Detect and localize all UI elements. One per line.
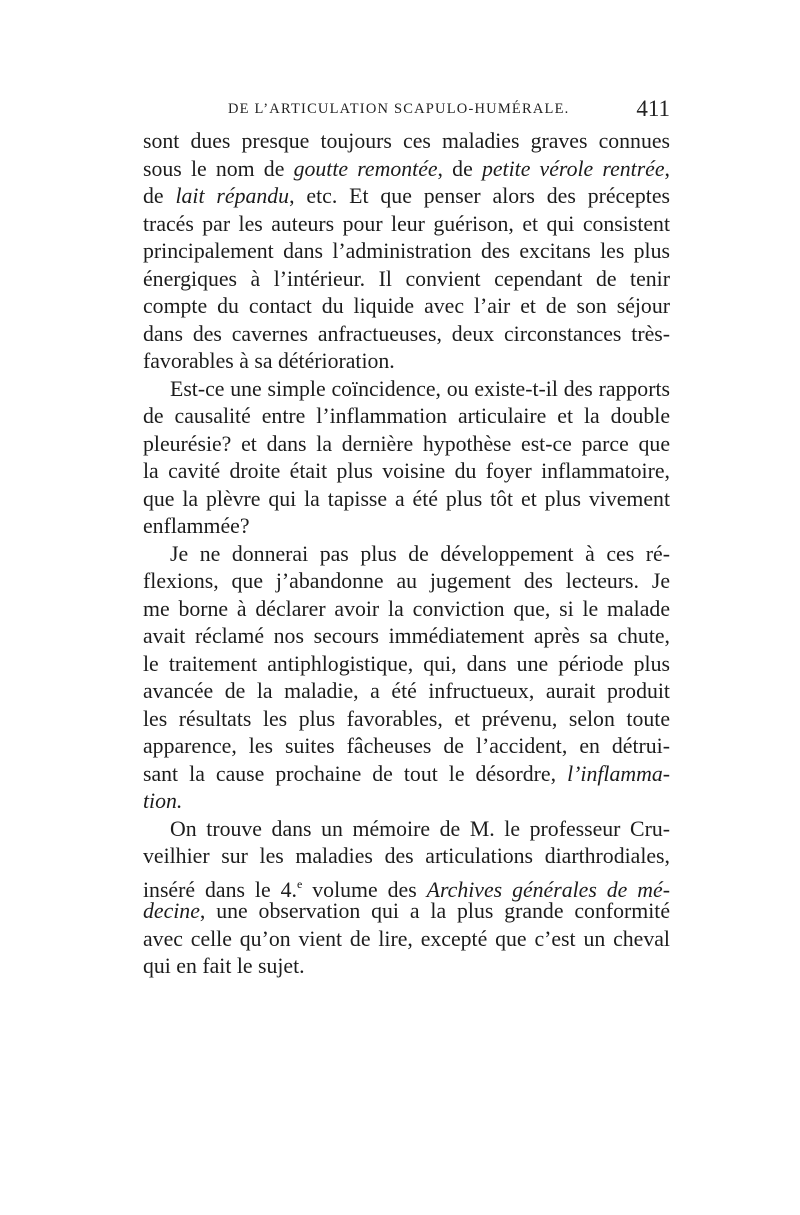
text-line <box>143 266 670 294</box>
text-line <box>143 541 670 569</box>
text-line <box>143 128 670 156</box>
line-text: tracés par les auteurs pour leur guérison, et qui consistent <box>143 211 670 236</box>
italic-text: tion. <box>143 789 183 813</box>
line-text: compte du contact du liquide avec l’air et de son séjour <box>143 294 670 318</box>
italic-text: l’inflamma- <box>567 761 670 786</box>
text-line <box>143 183 670 211</box>
text-line <box>143 403 670 431</box>
line-text: me borne à déclarer avoir la conviction que, si le malade <box>143 596 670 621</box>
text-line <box>143 431 670 459</box>
line-text: énergiques à l’intérieur. Il convient cependant de tenir <box>143 266 670 291</box>
text-line <box>143 926 670 954</box>
line-text: , etc. Et que penser alors des préceptes <box>289 184 670 208</box>
text-line <box>143 761 670 789</box>
line-text: On trouve dans un mémoire de M. le professeur Cru- <box>170 816 670 841</box>
line-text: flexions, que j’abandonne au jugement des lecteurs. Je <box>143 569 670 593</box>
text-line <box>143 513 670 541</box>
text-line <box>143 486 670 514</box>
line-text: avec celle qu’on vient de lire, excepté que c’est un cheval <box>143 926 670 951</box>
text-line <box>143 651 670 679</box>
text-line <box>143 623 670 651</box>
line-text: avait réclamé nos secours immédiatement après sa chute, <box>143 624 670 648</box>
line-text: qui en fait le sujet. <box>143 954 305 978</box>
italic-text: lait répandu <box>175 184 290 208</box>
text-line <box>143 376 670 404</box>
line-text: sont dues presque toujours ces maladies graves connues <box>143 129 670 153</box>
text-line <box>143 678 670 706</box>
text-line <box>143 816 670 844</box>
text-line <box>143 898 670 926</box>
running-head: DE L’ARTICULATION SCAPULO-HUMÉRALE. <box>228 101 570 117</box>
line-text: de causalité entre l’inflammation articulaire et la double <box>143 404 670 428</box>
line-text: , <box>664 156 670 181</box>
line-text: sant la cause prochaine de tout le désordre, <box>143 761 568 786</box>
text-line <box>143 788 670 816</box>
line-text: la cavité droite était plus voisine du foyer inflammatoire, <box>143 459 670 483</box>
line-text: veilhier sur les maladies des articulations diarthrodiales, <box>143 844 670 868</box>
line-text: de <box>143 184 176 208</box>
page-header <box>140 98 670 124</box>
line-text: volume des <box>302 877 427 902</box>
text-line <box>143 871 670 902</box>
text-line <box>143 568 670 596</box>
line-text: Est-ce une simple coïncidence, ou existe-t-il des rapports <box>170 376 670 401</box>
text-line <box>143 706 670 734</box>
line-text: enflammée? <box>143 514 250 538</box>
line-text: dans des cavernes anfractueuses, deux circonstances très- <box>143 321 670 346</box>
text-line <box>143 238 670 266</box>
body-text <box>143 128 670 981</box>
superscript-text: e <box>296 876 303 891</box>
italic-text: Archives générales de mé- <box>426 877 670 902</box>
line-text: Je ne donnerai pas plus de développement à ces ré- <box>170 541 670 566</box>
text-line <box>143 211 670 239</box>
page-number: 411 <box>636 96 670 121</box>
text-line <box>143 458 670 486</box>
line-text: pleurésie? et dans la dernière hypothèse est-ce parce que <box>143 431 670 456</box>
text-line <box>143 953 670 981</box>
text-line <box>143 156 670 184</box>
italic-text: decine <box>143 899 200 923</box>
line-text: , de <box>437 156 482 181</box>
text-line <box>143 596 670 624</box>
italic-text: goutte remontée <box>293 156 438 181</box>
line-text: le traitement antiphlogistique, qui, dans une période plus <box>143 651 670 676</box>
line-text: que la plèvre qui la tapisse a été plus tôt et plus vivement <box>143 486 670 511</box>
line-text: apparence, les suites fâcheuses de l’accident, en détrui- <box>143 734 670 758</box>
italic-text: petite vérole rentrée <box>481 156 665 181</box>
text-line <box>143 348 670 376</box>
line-text: inséré dans le 4. <box>143 877 297 902</box>
text-line <box>143 293 670 321</box>
text-line <box>143 733 670 761</box>
text-line <box>143 843 670 871</box>
line-text: , une observation qui a la plus grande conformité <box>199 899 670 923</box>
line-text: sous le nom de <box>143 156 294 181</box>
line-text: les résultats les plus favorables, et prévenu, selon toute <box>143 706 670 731</box>
line-text: avancée de la maladie, a été infructueux, aurait produit <box>143 679 670 703</box>
text-line <box>143 321 670 349</box>
line-text: favorables à sa détérioration. <box>143 349 395 373</box>
line-text: principalement dans l’administration des excitans les plus <box>143 239 670 263</box>
